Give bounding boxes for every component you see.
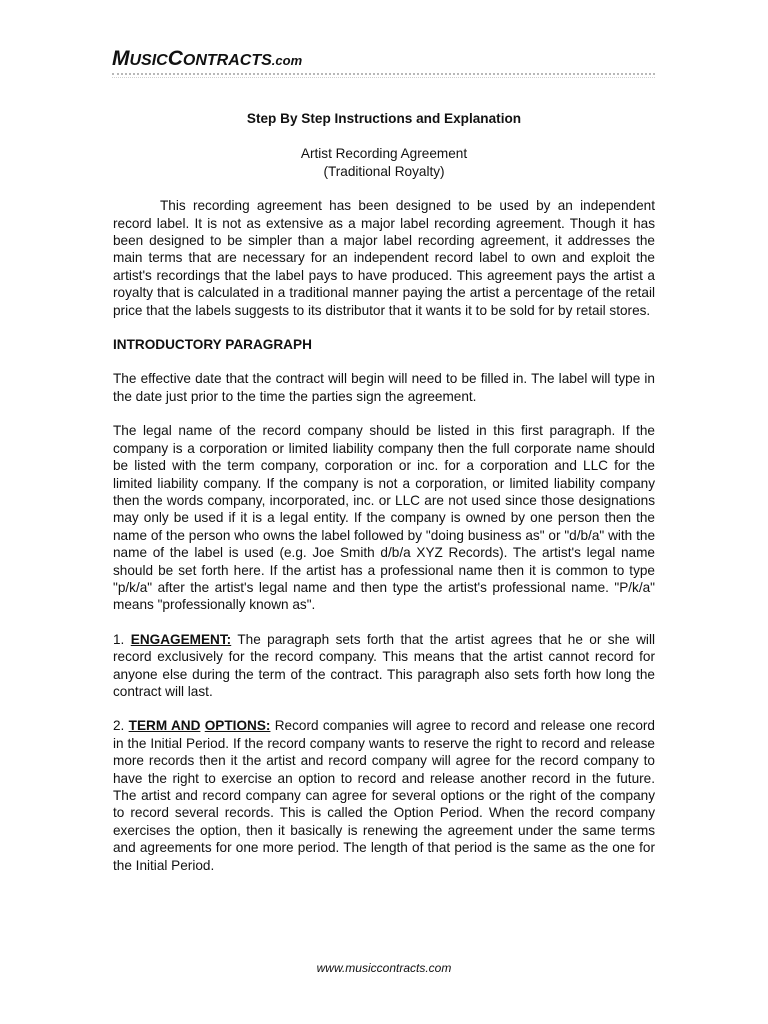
engagement-text: The paragraph sets forth that the artist agrees that he or she will record exclusively for the record company. This means that the artist cannot record for anyone else during the term of the contract. This paragraph also sets forth how long the contract will last. xyxy=(113,631,655,699)
logo-usic: USIC xyxy=(129,52,168,69)
engagement-label: ENGAGEMENT: xyxy=(130,631,232,647)
agreement-title: Artist Recording Agreement xyxy=(300,146,468,162)
effective-date-paragraph: The effective date that the contract will begin will need to be filled in. The label will type in the date just prior to the time the parties sign the agreement. xyxy=(113,371,655,404)
engagement-paragraph xyxy=(113,631,655,701)
footer-url[interactable]: www.musiccontracts.com xyxy=(316,961,452,975)
header-divider xyxy=(112,73,655,75)
logo-c: C xyxy=(167,47,183,70)
header-divider-secondary xyxy=(112,77,655,78)
document-title: Step By Step Instructions and Explanation xyxy=(246,111,522,126)
term-options-paragraph xyxy=(113,717,655,874)
logo-dotcom: .com xyxy=(271,53,303,68)
logo-m: M xyxy=(112,47,130,70)
document-body xyxy=(113,110,655,874)
engagement-number: 1. xyxy=(113,631,131,647)
options-label: OPTIONS: xyxy=(204,718,271,734)
term-label: TERM AND xyxy=(128,718,201,734)
intro-paragraph: This recording agreement has been designed to be used by an independent record label. It is not as extensive as a major label recording agreement. Though it has been designed to be simpler than a major label recording agreement, it addresses the main terms that are necessary for an independent record label to own and exploit the artist's recordings that the label pays to have produced. This agreement pays the artist a royalty that is calculated in a traditional manner paying the artist a percentage of the retail price that the labels suggests to its distributor that it wants it to be sold for by retail stores. xyxy=(113,198,655,318)
agreement-subtitle: (Traditional Royalty) xyxy=(323,163,445,179)
term-text: Record companies will agree to record and release one record in the Initial Period. If the record company wants to reserve the right to record and release more records then it the artist and record company will agree for the record company to have the right to exercise an option to record and release another record in the future. The artist and record company can agree for several options or the right of the company to record several records. This is called the Option Period. When the record company exercises the option, then it basically is renewing the agreement under the same terms and agreements for one more period. The length of that period is the same as the one for the Initial Period. xyxy=(113,718,655,873)
term-number: 2. xyxy=(113,718,129,734)
logo-ontracts: ONTRACTS xyxy=(182,52,272,69)
site-logo xyxy=(112,48,302,69)
section-heading-introductory: INTRODUCTORY PARAGRAPH xyxy=(113,337,312,353)
legal-name-paragraph: The legal name of the record company should be listed in this first paragraph. If the company is a corporation or limited liability company then the full corporate name should be listed with the term company, corporation or inc. for a corporation and LLC for the limited liability company. If the company is not a corporation, or limited liability company then the words company, incorporated, inc. or LLC are not used since those designations may only be used if it is a legal entity. If the company is owned by one person then the name of the person who owns the label followed by "doing business as" or "d/b/a" with the name of the label is used (e.g. Joe Smith d/b/a XYZ Records). The artist's legal name should be set forth here. If the artist has a professional name then it is common to type "p/k/a" after the artist's legal name and then type the artist's professional name. "P/k/a" means "professionally known as". xyxy=(113,423,655,613)
